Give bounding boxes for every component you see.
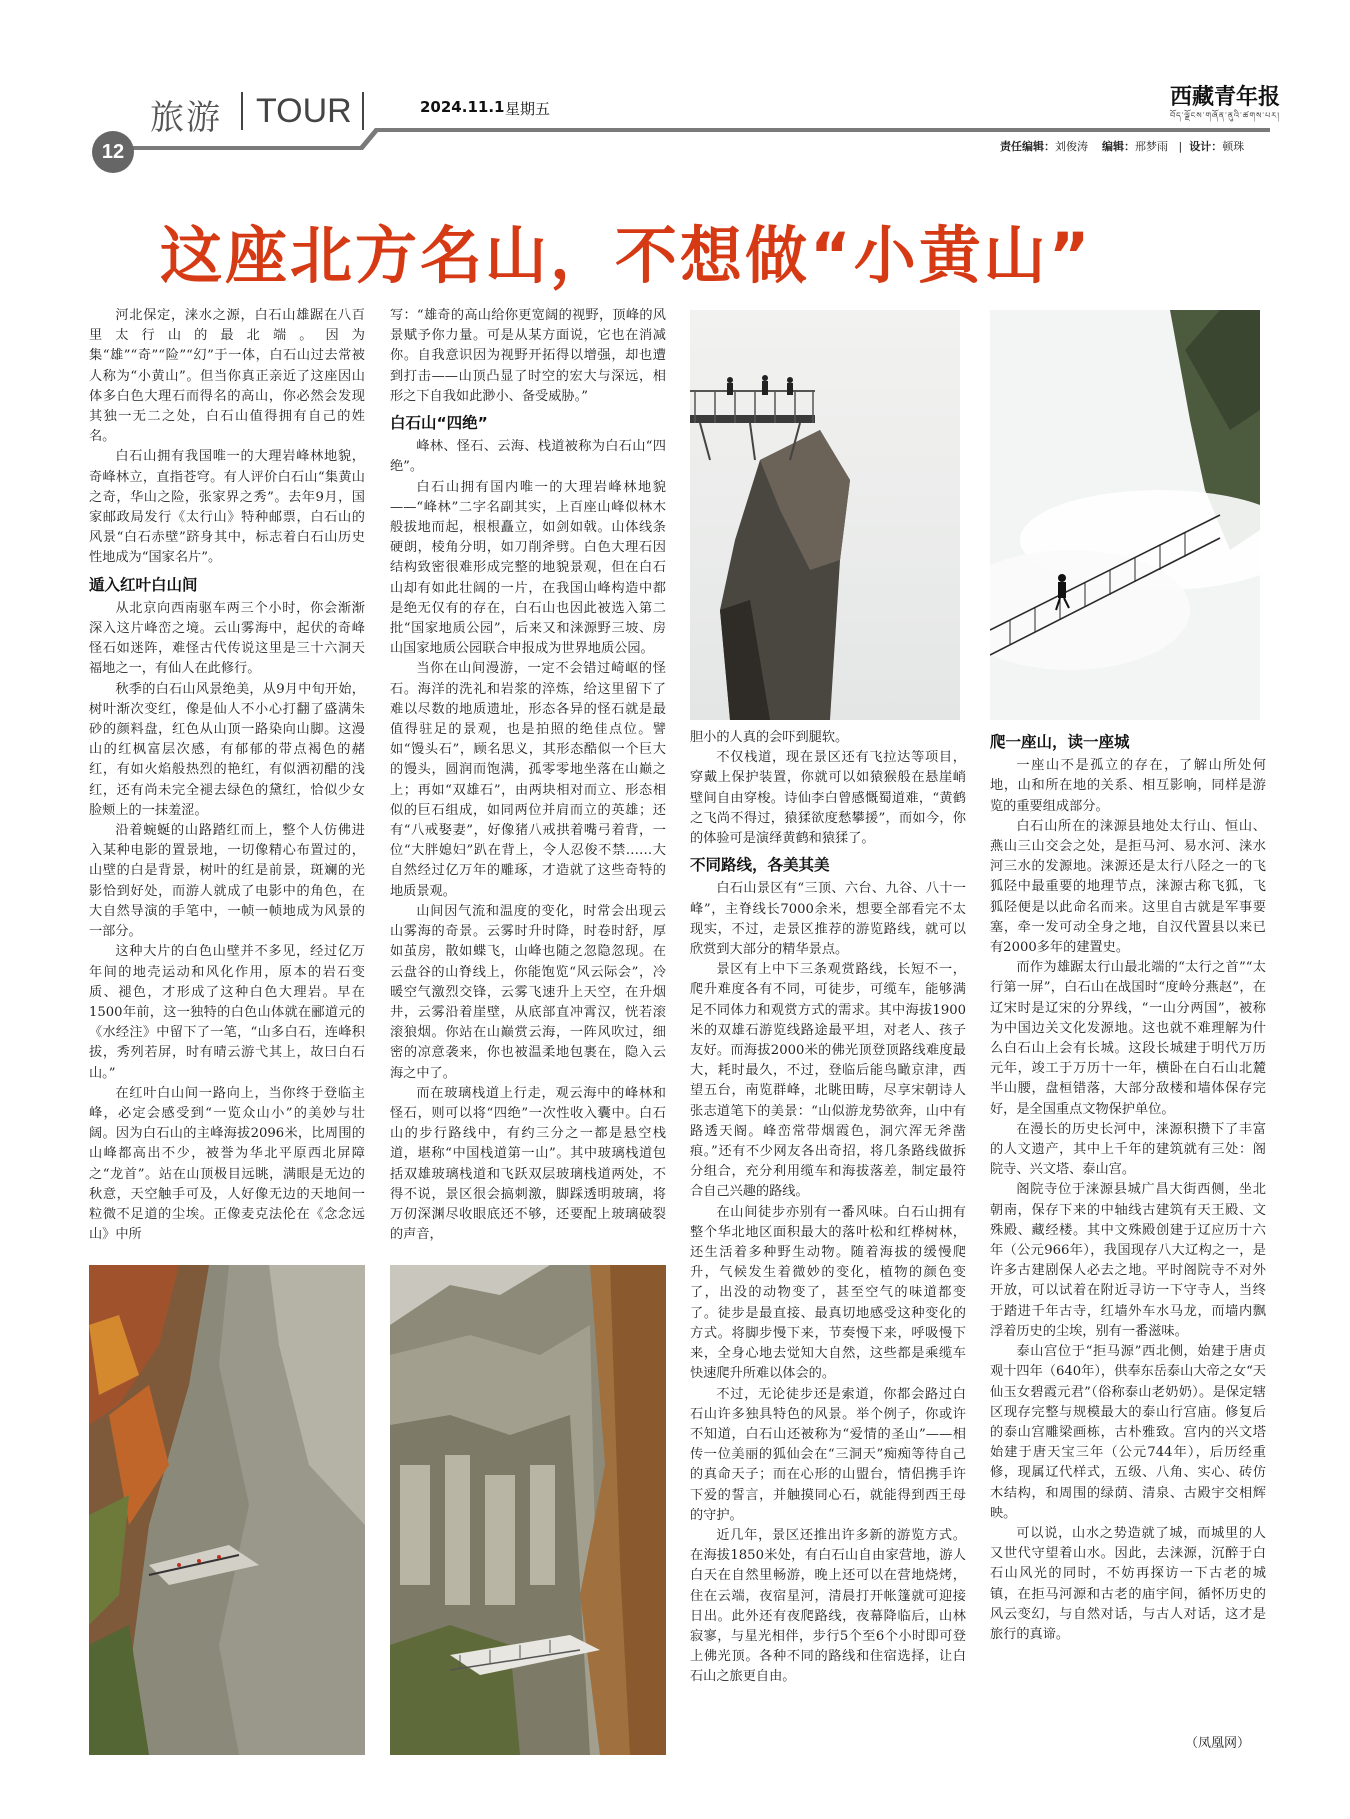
paragraph: 一座山不是孤立的存在，了解山所处何地，山和所在地的关系、相互影响，同样是游览的重要组成部分。 (990, 758, 1266, 814)
article-source: （凤凰网） (1184, 1736, 1250, 1751)
issue-date: 2024.11.1 (420, 98, 505, 116)
credits-proof-label: 编辑： (1102, 140, 1135, 153)
masthead-logo: 西藏青年报 (1170, 84, 1281, 110)
paragraph: 从北京向西南驱车两三个小时，你会渐渐深入这片峰峦之境。云山雾海中，起伏的奇峰怪石如迷阵，难怪古代传说这里是三十六洞天福地之一，有仙人在此修行。 (89, 600, 365, 677)
paragraph: 景区有上中下三条观赏路线，长短不一，爬升难度各有不同，可徒步，可缆车，能够满足不同体力和观赏方式的需求。其中海拔1900米的双雄石游览线路途最平坦，对老人、孩子友好。而海拔2000米的佛光顶登顶路线难度最大，耗时最久，不过，登临后能鸟瞰京津，西望五台，南览群峰，北眺田畴，尽享宋朝诗人张志道笔下的美景：“山似游龙势欲奔，山中有路透天阍。峰峦常带烟霞色，洞穴浑无斧凿痕。”还有不少网友各出奇招，将几条路线做拆分组合，充分利用缆车和海拔落差，制定最符合自己兴趣的路线。 (690, 962, 966, 1200)
paragraph: 而作为雄踞太行山最北端的“太行之首”“太行第一屏”，白石山在战国时“度岭分燕赵”，在辽宋时是辽宋的分界线，“一山分两国”，被称为中国边关文化发源地。这也就不难理解为什么白石山上会有长城。这段长城建于明代万历元年，竣工于万历十一年，横卧在白石山北麓半山腰，盘桓错落，大部分敌楼和墙体保存完好，是全国重点文物保护单位。 (990, 960, 1266, 1117)
paragraph: 沿着蜿蜒的山路踏红而上，整个人仿佛进入某种电影的置景地，一切像精心布置过的，山壁的白是背景，树叶的红是前景，斑斓的光影恰到好处，而游人就成了电影中的角色，在大自然导演的手笔中，一帧一帧地成为风景的一部分。 (89, 823, 365, 940)
masthead-subtitle: བོད་ལྗོངས་གཞོན་ནུའི་ཚགས་པར། (1170, 111, 1280, 120)
subheading: 遁入红叶白山间 (89, 575, 198, 594)
paragraph: 白石山所在的涞源县地处太行山、恒山、燕山三山交会之处，是拒马河、易水河、涞水河三水的发源地。涞源还是太行八陉之一的飞狐陉中最重要的地理节点，涞源古称飞狐，飞狐陉便是以此命名而来。这里自古就是军事要塞，牵一发可动全身之地，自汉代置县以来已有2000多年的建置史。 (990, 818, 1266, 956)
photo-cloud-bridge (990, 310, 1260, 720)
section-title-cn: 旅游 (150, 98, 222, 138)
photo-valley-walkway (390, 1265, 666, 1755)
paragraph: 白石山拥有国内唯一的大理岩峰林地貌——“峰林”二字名副其实，上百座山峰似林木般拔地而起，根根矗立，如剑如戟。山体线条硬朗，棱角分明，如刀削斧劈。白色大理石因结构致密很难形成完整的地貌景观，但在白石山却有如此壮阔的一片，在我国山峰构造中都是绝无仅有的存在，白石山也因此被选入第二批“国家地质公园”，后来又和涞源野三坡、房山国家地质公园联合申报成为世界地质公园。 (390, 479, 666, 657)
paragraph: 阁院寺位于涞源县城广昌大街西侧，坐北朝南，保存下来的中轴线古建筑有天王殿、文殊殿、藏经楼。其中文殊殿创建于辽应历十六年（公元966年），我国现存八大辽构之一，是许多古建剧保人必去之地。平时阁院寺不对外开放，可以试着在附近寻访一下守寺人，当终于踏进千年古寺，红墙外车水马龙，而墙内飘浮着历史的尘埃，别有一番滋味。 (990, 1182, 1266, 1339)
article-headline: 这座北方名山，不想做“小黄山” (160, 219, 1093, 292)
credits-line: 责任编辑：刘俊涛 编辑：邢梦雨 | 设计：顿珠 (1000, 140, 1245, 153)
section-title-en: TOUR (256, 92, 352, 130)
paragraph: 山间因气流和温度的变化，时常会出现云山雾海的奇景。云雾时升时降，时卷时舒，厚如茧房，散如蝶飞，山峰也随之忽隐忽现。在云盘谷的山脊线上，你能饱览“风云际会”，冷暖空气激烈交锋，云雾飞速升上天空，在升烟井，云雾沿着崖壁，从底部直冲霄汉，恍若滚滚狼烟。你站在山巅赏云海，一阵风吹过，细密的凉意袭来，你也被温柔地包裹在，隐入云海之中了。 (390, 903, 666, 1081)
paragraph: 白石山景区有“三顶、六台、九谷、八十一峰”，主脊线长7000余米，想要全部看完不太现实，不过，走景区推荐的游览路线，就可以欣赏到大部分的精华景点。 (690, 881, 966, 958)
paragraph: 胆小的人真的会吓到腿软。 (690, 730, 849, 745)
paragraph: 在漫长的历史长河中，涞源积攒下了丰富的人文遗产，其中上千年的建筑就有三处：阁院寺、兴文塔、泰山宫。 (990, 1121, 1266, 1178)
page-number: 12 (92, 131, 134, 173)
paragraph: 而在玻璃栈道上行走，观云海中的峰林和怪石，则可以将“四绝”一次性收入囊中。白石山的步行路线中，有约三分之一都是悬空栈道，堪称“中国栈道第一山”。其中玻璃栈道包括双雄玻璃栈道和飞跃双层玻璃栈道两处，不得不说，景区很会搞刺激，脚踩透明玻璃，将万仞深渊尽收眼底还不够，还要配上玻璃破裂的声音， (390, 1085, 666, 1243)
credits-design: 顿珠 (1222, 140, 1245, 153)
photo-cliff-walkway (690, 310, 960, 720)
paragraph: 可以说，山水之势造就了城，而城里的人又世代守望着山水。因此，去涞源，沉醉于白石山风光的同时，不妨再探访一下古老的城镇，在拒马河源和古老的庙宇间，循怀历史的风云变幻，与自然对话，与古人对话，这才是旅行的真谛。 (990, 1525, 1266, 1642)
paragraph: 泰山宫位于“拒马源”西北侧，始建于唐贞观十四年（640年），供奉东岳泰山大帝之女“天仙玉女碧霞元君”（俗称泰山老奶奶）。是保定辖区现存完整与规模最大的泰山行宫庙。修复后的泰山宫雕梁画栋，古朴雅致。宫内的兴文塔始建于唐天宝三年（公元744年），后历经重修，现属辽代样式，五级、八角、实心、砖仿木结构，和周围的绿荫、清泉、古殿宇交相辉映。 (990, 1344, 1266, 1521)
paragraph: 在山间徒步亦别有一番风味。白石山拥有整个华北地区面积最大的落叶松和红桦树林，还生活着多种野生动物。随着海拔的缓慢爬升，气候发生着微妙的变化，植物的颜色变了，出没的动物变了，甚至空气的味道都变了。徒步是最直接、最真切地感受这种变化的方式。将脚步慢下来，节奏慢下来，呼吸慢下来，全身心地去觉知大自然，这些都是乘缆车快速爬升所难以体会的。 (690, 1204, 966, 1382)
paragraph: 河北保定，涞水之源，白石山雄踞在八百里太行山的最北端。因为集“雄”“奇”“险”“幻”于一体，白石山过去常被人称为“小黄山”。但当你真正亲近了这座因山体多白色大理石而得名的高山，你必然会发现其独一无二之处，白石山值得拥有自己的姓名。 (89, 308, 365, 445)
paragraph: 当你在山间漫游，一定不会错过崎岖的怪石。海洋的洗礼和岩浆的淬炼，给这里留下了难以尽数的地质遗址，形态各异的怪石就是最值得驻足的景观，也是拍照的绝佳点位。譬如“馒头石”，顾名思义，其形态酷似一个巨大的馒头，圆润而饱满，孤零零地坐落在山巅之上；再如“双雄石”，由两块相对而立、形态相似的巨石组成，如同两位并肩而立的英雄；还有“八戒娶妻”，好像猪八戒拱着嘴弓着背，一位“大胖媳妇”趴在背上，令人忍俊不禁……大自然经过亿万年的雕琢，才造就了这些奇特的地质景观。 (390, 661, 666, 899)
autumn-cliff-illustration (89, 1265, 365, 1755)
credits-proof: 邢梦雨 (1135, 140, 1168, 153)
article-column-4 (990, 732, 1266, 1742)
paragraph: 近几年，景区还推出许多新的游览方式。在海拔1850米处，有白石山自由家营地，游人白天在自然里畅游，晚上还可以在营地烧烤，住在云端，夜宿星河，清晨打开帐篷就可迎接日出。此外还有夜爬路线，夜幕降临后，山林寂寥，与星光相伴，步行5个至6个小时即可登上佛光顶。各种不同的路线和住宿选择，让白石山之旅更自由。 (690, 1527, 966, 1685)
credits-editor-label: 责任编辑： (1000, 140, 1055, 153)
article-column-1 (89, 306, 365, 1243)
paragraph: 不过，无论徒步还是索道，你都会路过白石山许多独具特色的风景。举个例子，你或许不知道，白石山还被称为“爱情的圣山”——相传一位美丽的狐仙会在“三洞天”痴痴等待自己的真命天子；而在心形的山盟台，情侣携手许下爱的誓言，并触摸同心石，就能得到西王母的守护。 (690, 1386, 966, 1523)
cloud-bridge-illustration (990, 310, 1260, 720)
subheading: 不同路线，各美其美 (690, 856, 830, 875)
paragraph: 这种大片的白色山壁并不多见，经过亿万年间的地壳运动和风化作用，原本的岩石变质、褪色，才形成了这种白色大理岩。早在1500年前，这一独特的白色山体就在郦道元的《水经注》中留下了一笔，“山多白石，连峰积拔，秀列若屏，时有晴云游弋其上，故曰白石山。” (89, 944, 365, 1081)
paragraph: 写：“雄奇的高山给你更宽阔的视野，顶峰的风景赋予你力量。可是从某方面说，它也在消减你。自我意识因为视野开拓得以增强，却也遭到打击——山顶凸显了时空的宏大与深远，相形之下自我如此渺小、备受威胁。” (390, 308, 666, 404)
article-column-3 (690, 728, 966, 1758)
photo-autumn-cliff (89, 1265, 365, 1755)
paragraph: 不仅栈道，现在景区还有飞拉达等项目，穿戴上保护装置，你就可以如猿猴般在悬崖峭壁间自由穿梭。诗仙李白曾感慨蜀道难，“黄鹤之飞尚不得过，猿猱欲度愁攀援”，而如今，你的体验可是演绎黄鹤和猿猱了。 (690, 750, 966, 847)
credits-design-label: 设计： (1189, 140, 1223, 153)
credits-editor: 刘俊涛 (1055, 140, 1088, 153)
subheading: 白石山“四绝” (390, 414, 488, 433)
paragraph: 峰林、怪石、云海、栈道被称为白石山“四绝”。 (390, 439, 666, 475)
paragraph: 白石山拥有我国唯一的大理岩峰林地貌，奇峰林立，直指苍穹。有人评价白石山“集黄山之奇，华山之险，张家界之秀”。去年9月，国家邮政局发行《太行山》特种邮票，白石山的风景“白石赤壁”跻身其中，标志着白石山历史性地成为“国家名片”。 (89, 449, 365, 566)
paragraph: 在红叶白山间一路向上，当你终于登临主峰，必定会感受到“一览众山小”的美妙与壮阔。因为白石山的主峰海拔2096米，比周围的山峰都高出不少，被誉为华北平原西北屏障之“龙首”。站在山顶极目远眺，满眼是无边的秋意，天空触手可及，人好像无边的天地间一粒微不足道的尘埃。正像麦克法伦在《念念远山》中所 (89, 1085, 365, 1243)
paragraph: 秋季的白石山风景绝美，从9月中旬开始，树叶渐次变红，像是仙人不小心打翻了盛满朱砂的颜料盘，红色从山顶一路染向山脚。这漫山的红枫富层次感，有郁郁的带点褐色的赭红，有如火焰般热烈的艳红，有似洒初醋的浅红，还有尚未完全褪去绿色的黛红，恰似少女脸颊上的一抹羞涩。 (89, 681, 365, 818)
article-column-2 (390, 306, 666, 1243)
subheading: 爬一座山，读一座城 (990, 733, 1130, 751)
issue-weekday: 星期五 (505, 100, 551, 118)
cliff-walkway-illustration (690, 310, 960, 720)
valley-walkway-illustration (390, 1265, 666, 1755)
